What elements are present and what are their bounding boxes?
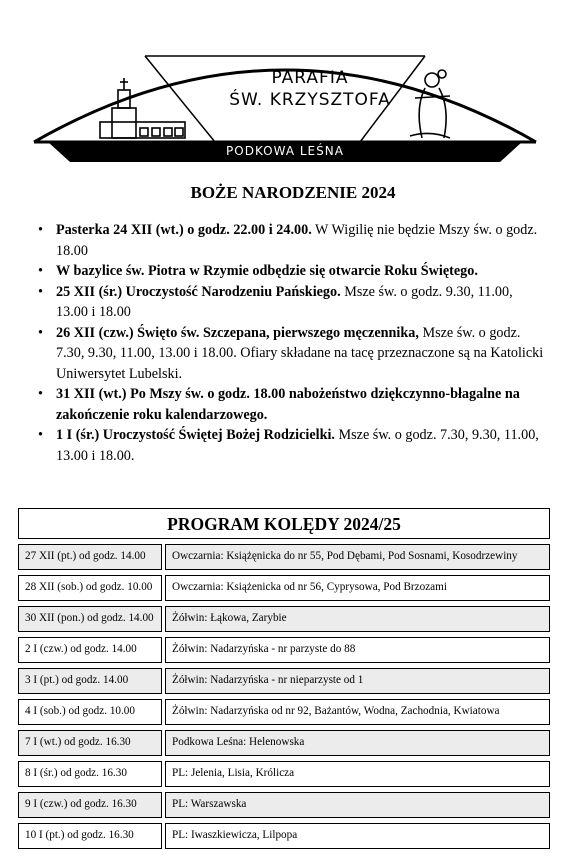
row-date: 10 I (pt.) od godz. 16.30 <box>18 823 162 849</box>
table-row <box>18 668 550 694</box>
row-place: Podkowa Leśna: Helenowska <box>165 730 550 756</box>
table-row <box>18 699 550 725</box>
row-place: Żółwin: Nadarzyńska - nr nieparzyste od 1 <box>165 668 550 694</box>
row-date: 3 I (pt.) od godz. 14.00 <box>18 668 162 694</box>
row-date: 7 I (wt.) od godz. 16.30 <box>18 730 162 756</box>
row-date: 8 I (śr.) od godz. 16.30 <box>18 761 162 787</box>
table-row <box>18 761 550 787</box>
row-place: PL: Iwaszkiewicza, Lilpopa <box>165 823 550 849</box>
table-row <box>18 792 550 818</box>
row-date: 4 I (sob.) od godz. 10.00 <box>18 699 162 725</box>
table-row <box>18 823 550 849</box>
table-row <box>18 730 550 756</box>
list-item: • 26 XII (czw.) Święto św. Szczepana, pierwszego męczennika, Msze św. o godz. 7.30, 9.30, 11.00, 13.00 i 18.00. Ofiary składane na tacę przeznaczone są na Katolicki Uniwersytet Lubelski. <box>38 323 548 385</box>
table-row <box>18 544 550 570</box>
row-place: PL: Jelenia, Lisia, Królicza <box>165 761 550 787</box>
program-title: PROGRAM KOLĘDY 2024/25 <box>18 508 550 539</box>
table-row <box>18 606 550 632</box>
church-icon <box>100 78 185 138</box>
row-date: 27 XII (pt.) od godz. 14.00 <box>18 544 162 570</box>
list-item: • Pasterka 24 XII (wt.) o godz. 22.00 i 24.00. W Wigilię nie będzie Mszy św. o godz. 18.00 <box>38 220 548 261</box>
parish-logo <box>30 38 540 164</box>
table-row <box>18 637 550 663</box>
row-date: 9 I (czw.) od godz. 16.30 <box>18 792 162 818</box>
logo-line1: PARAFIA <box>271 68 349 88</box>
list-item: • 25 XII (śr.) Uroczystość Narodzeniu Pańskiego. Msze św. o godz. 9.30, 11.00, 13.00 i 18.00 <box>38 282 548 323</box>
program-table <box>18 508 550 849</box>
row-place: PL: Warszawska <box>165 792 550 818</box>
page-title: BOŻE NARODZENIE 2024 <box>190 183 396 202</box>
row-date: 30 XII (pon.) od godz. 14.00 <box>18 606 162 632</box>
row-place: Żółwin: Nadarzyńska od nr 92, Bażantów, Wodna, Zachodnia, Kwiatowa <box>165 699 550 725</box>
row-date: 28 XII (sob.) od godz. 10.00 <box>18 575 162 601</box>
row-place: Owczarnia: Książęnicka do nr 55, Pod Dębami, Pod Sosnami, Kosodrzewiny <box>165 544 550 570</box>
row-place: Owczarnia: Książenicka od nr 56, Cyprysowa, Pod Brzozami <box>165 575 550 601</box>
list-item: • 1 I (śr.) Uroczystość Świętej Bożej Rodzicielki. Msze św. o godz. 7.30, 9.30, 11.00, 13.00 i 18.00. <box>38 425 548 466</box>
row-place: Żółwin: Łąkowa, Zarybie <box>165 606 550 632</box>
row-date: 2 I (czw.) od godz. 14.00 <box>18 637 162 663</box>
list-item: • 31 XII (wt.) Po Mszy św. o godz. 18.00 nabożeństwo dziękczynno-błagalne na zakończenie roku kalendarzowego. <box>38 384 548 425</box>
list-item: • W bazylice św. Piotra w Rzymie odbędzie się otwarcie Roku Świętego. <box>38 261 548 282</box>
row-place: Żółwin: Nadarzyńska - nr parzyste do 88 <box>165 637 550 663</box>
logo-line2: ŚW. KRZYSZTOFA <box>229 90 391 110</box>
announcements-list <box>38 220 548 466</box>
logo-banner: PODKOWA LEŚNA <box>226 144 344 158</box>
table-row <box>18 575 550 601</box>
